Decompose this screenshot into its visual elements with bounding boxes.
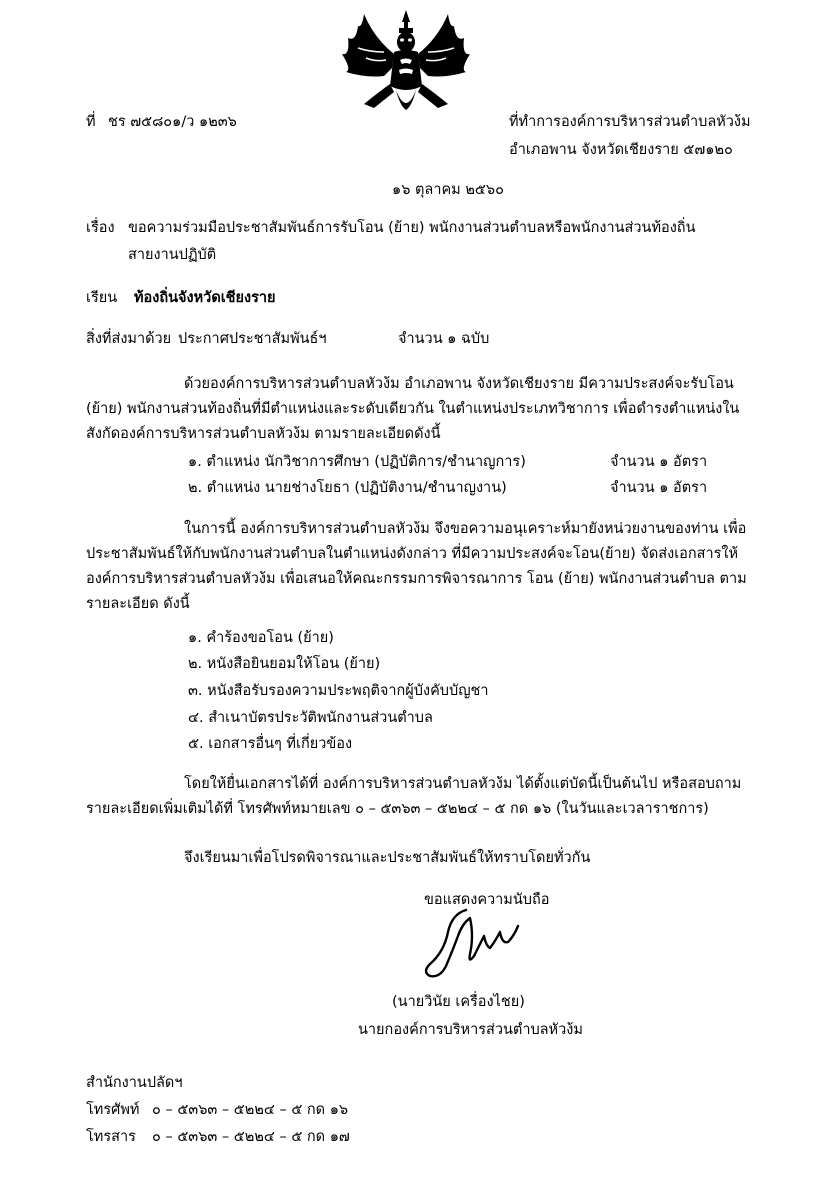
document-item-3: ๓. หนังสือรับรองความประพฤติจากผู้บังคับบัญชา bbox=[188, 683, 489, 699]
paragraph-text: ในการนี้ องค์การบริหารส่วนตำบลหัวง้ม จึงขอความอนุเคราะห์มายังหน่วยงานของท่าน เพื่อประชาสัมพันธ์ให้กับพนักงานส่วนตำบลในตำแหน่งดังกล่าว ที่มีความประสงค์จะโอน(ย้าย) จัดส่งเอกสารให้องค์การบริหารส่วนตำบลหัวง้ม เพื่อเสนอให้คณะกรรมการพิจารณาการ โอน (ย้าย) พนักงานส่วนตำบล ตามรายละเอียด ดังนี้ bbox=[86, 521, 747, 612]
letter-date: ๑๖ ตุลาคม ๒๕๖๐ bbox=[392, 182, 504, 198]
position-item-1: ๑. ตำแหน่ง นักวิชาการศึกษา (ปฏิบัติการ/ชำนาญการ) bbox=[188, 454, 526, 470]
position-item-2-qty: จำนวน ๑ อัตรา bbox=[610, 480, 708, 496]
body-paragraph-1 bbox=[86, 372, 751, 447]
attachment-value: ประกาศประชาสัมพันธ์ฯ bbox=[178, 331, 327, 347]
paragraph-text: โดยให้ยื่นเอกสารได้ที่ องค์การบริหารส่วนตำบลหัวง้ม ได้ตั้งแต่บัดนี้เป็นต้นไป หรือสอบถามรายละเอียดเพิ่มเติมได้ที่ โทรศัพท์หมายเลข ๐ – ๕๓๖๓ – ๕๒๒๔ – ๕ กด ๑๖ (ในวันและเวลาราชการ) bbox=[86, 776, 742, 817]
paragraph-text: จึงเรียนมาเพื่อโปรดพิจารณาและประชาสัมพันธ์ให้ทราบโดยทั่วกัน bbox=[184, 850, 591, 866]
document-item-2: ๒. หนังสือยินยอมให้โอน (ย้าย) bbox=[188, 656, 381, 672]
office-address-line1: ที่ทำการองค์การบริหารส่วนตำบลหัวง้ม bbox=[509, 114, 751, 130]
document-item-5: ๕. เอกสารอื่นๆ ที่เกี่ยวข้อง bbox=[188, 736, 353, 752]
position-item-2: ๒. ตำแหน่ง นายช่างโยธา (ปฏิบัติงาน/ชำนาญงาน) bbox=[188, 480, 507, 496]
footer-phone-label: โทรศัพท์ bbox=[86, 1102, 140, 1118]
attachment-label: สิ่งที่ส่งมาด้วย bbox=[86, 331, 172, 347]
attachment-qty: จำนวน ๑ ฉบับ bbox=[398, 331, 490, 347]
signatory-name: (นายวินัย เครื่องไชย) bbox=[392, 994, 525, 1010]
recipient-label: เรียน bbox=[86, 290, 118, 306]
subject-line2: สายงานปฏิบัติ bbox=[128, 247, 217, 263]
ref-label: ที่ bbox=[86, 114, 96, 130]
body-paragraph-3 bbox=[86, 772, 751, 822]
body-paragraph-4 bbox=[86, 846, 751, 871]
position-item-1-qty: จำนวน ๑ อัตรา bbox=[610, 454, 708, 470]
footer-fax-label: โทรสาร bbox=[86, 1129, 136, 1145]
document-item-4: ๔. สำเนาบัตรประวัติพนักงานส่วนตำบล bbox=[188, 710, 433, 726]
recipient-value: ท้องถิ่นจังหวัดเชียงราย bbox=[134, 290, 276, 306]
footer-office: สำนักงานปลัดฯ bbox=[86, 1075, 183, 1091]
garuda-emblem-icon bbox=[336, 8, 476, 118]
closing-regards: ขอแสดงความนับถือ bbox=[424, 892, 550, 908]
paragraph-text: ด้วยองค์การบริหารส่วนตำบลหัวง้ม อำเภอพาน จังหวัดเชียงราย มีความประสงค์จะรับโอน (ย้าย) พนักงานส่วนท้องถิ่นที่มีตำแหน่งและระดับเดียวกัน ในตำแหน่งประเภทวิชาการ เพื่อดำรงตำแหน่งในสังกัดองค์การบริหารส่วนตำบลหัวง้ม ตามรายละเอียดดังนี้ bbox=[86, 376, 740, 442]
footer-fax: ๐ – ๕๓๖๓ – ๕๒๒๔ – ๕ กด ๑๗ bbox=[152, 1129, 350, 1145]
subject-label: เรื่อง bbox=[86, 220, 115, 236]
body-paragraph-2 bbox=[86, 517, 751, 617]
ref-number: ชร ๗๕๘๐๑/ว ๑๒๓๖ bbox=[108, 114, 237, 130]
footer-phone: ๐ – ๕๓๖๓ – ๕๒๒๔ – ๕ กด ๑๖ bbox=[152, 1102, 349, 1118]
signature-icon bbox=[418, 900, 528, 990]
signatory-title: นายกองค์การบริหารส่วนตำบลหัวง้ม bbox=[358, 1022, 583, 1038]
subject-line1: ขอความร่วมมือประชาสัมพันธ์การรับโอน (ย้าย) พนักงานส่วนตำบลหรือพนักงานส่วนท้องถิ่น bbox=[128, 220, 696, 236]
office-address-line2: อำเภอพาน จังหวัดเชียงราย ๕๗๑๒๐ bbox=[509, 142, 733, 158]
document-item-1: ๑. คำร้องขอโอน (ย้าย) bbox=[188, 630, 334, 646]
